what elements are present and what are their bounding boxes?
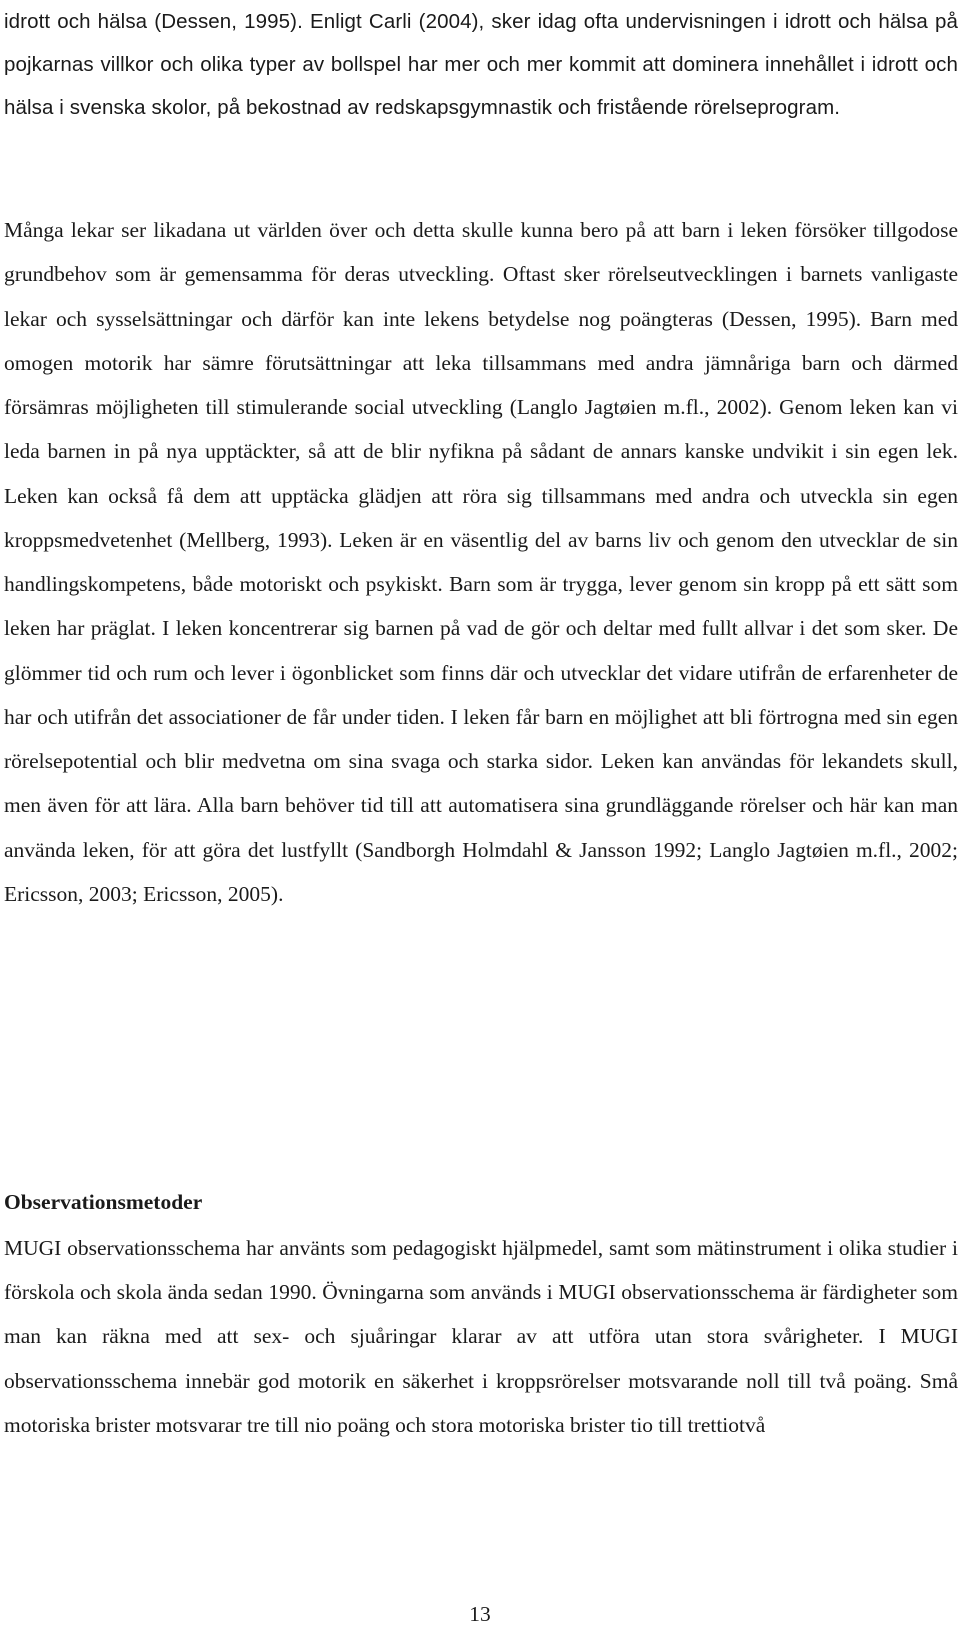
- page-number: 13: [469, 1602, 491, 1626]
- section-heading: Observationsmetoder: [4, 1190, 203, 1214]
- paragraph-observation-methods: MUGI observationsschema har använts som pedagogiskt hjälpmedel, samt som mätinstrument i olika studier i förskola och skola ända sedan 1990. Övningarna som används i MUGI observationsschema är färdigheter som man kan räkna med att sex- och sjuåringar klarar av att utföra utan stora svårigheter. I MUGI observationsschema innebär god motorik en säkerhet i kroppsrörelser motsvarande noll till två poäng. Små motoriska brister motsvarar tre till nio poäng och stora motoriska brister tio till trettiotvå: [4, 1236, 958, 1437]
- paragraph-continuation: idrott och hälsa (Dessen, 1995). Enligt Carli (2004), sker idag ofta undervisningen i idrott och hälsa på pojkarnas villkor och olika typer av bollspel har mer och mer kommit att dominera innehållet i idrott och hälsa i svenska skolor, på bekostnad av redskapsgymnastik och fristående rörelseprogram.: [4, 10, 958, 120]
- paragraph-play: Många lekar ser likadana ut världen över och detta skulle kunna bero på att barn i leken försöker tillgodose grundbehov som är gemensamma för deras utveckling. Oftast sker rörelseutvecklingen i barnets vanligaste lekar och sysselsättningar och därför kan inte lekens betydelse nog poängteras (Dessen, 1995). Barn med omogen motorik har sämre förutsättningar att leka tillsammans med andra jämnåriga barn och därmed försämras möjligheten till stimulerande social utveckling (Langlo Jagtøien m.fl., 2002). Genom leken kan vi leda barnen in på nya upptäckter, så att de blir nyfikna på sådant de annars kanske undvikit i sin egen lek. Leken kan också få dem att upptäcka glädjen att röra sig tillsammans med andra och utveckla sin egen kroppsmedvetenhet (Mellberg, 1993). Leken är en väsentlig del av barns liv och genom den utvecklar de sin handlingskompetens, både motoriskt och psykiskt. Barn som är trygga, lever genom sin kropp på ett sätt som leken har präglat. I leken koncentrerar sig barnen på vad de gör och deltar med fullt allvar i det som sker. De glömmer tid och rum och lever i ögonblicket som finns där och utvecklar det vidare utifrån de erfarenheter de har och utifrån det associationer de får under tiden. I leken får barn en möjlighet att bli förtrogna med sin egen rörelsepotential och blir medvetna om sina svaga och starka sidor. Leken kan användas för lekandets skull, men även för att lära. Alla barn behöver tid till att automatisera sina grundläggande rörelser och här kan man använda leken, för att göra det lustfyllt (Sandborgh Holmdahl & Jansson 1992; Langlo Jagtøien m.fl., 2002; Ericsson, 2003; Ericsson, 2005).: [4, 218, 958, 906]
